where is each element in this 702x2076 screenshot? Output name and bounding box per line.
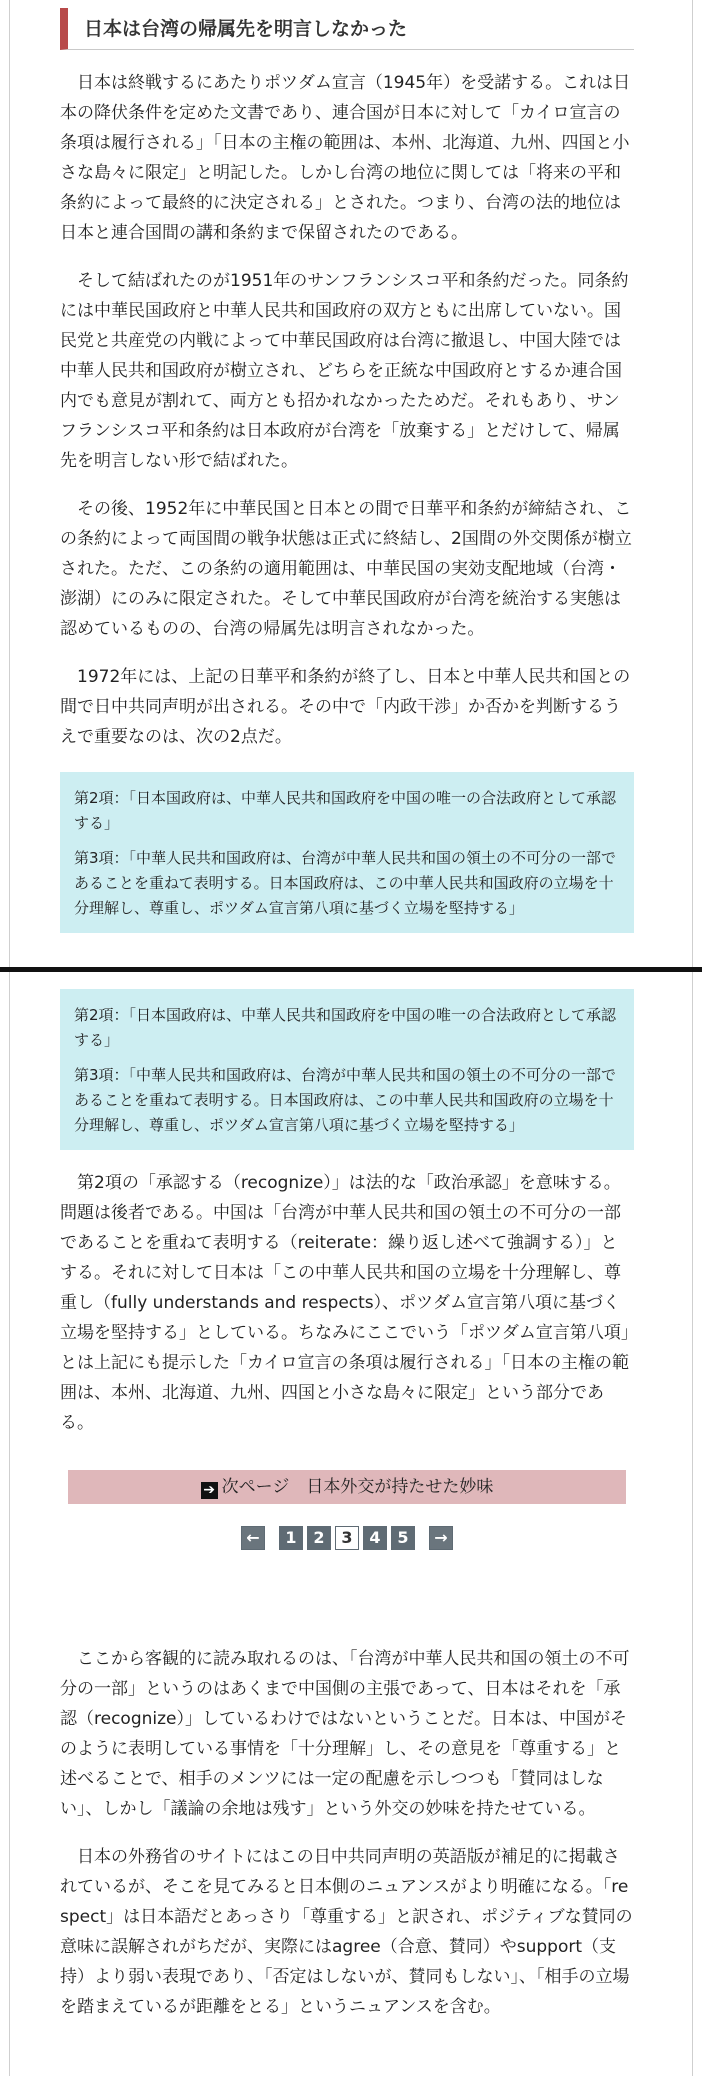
arrow-right-icon: ➔ — [201, 1482, 218, 1499]
next-page-link[interactable] — [68, 1470, 626, 1504]
left-border — [9, 972, 10, 1622]
left-border — [9, 1622, 10, 2076]
section-heading: 日本は台湾の帰属先を明言しなかった — [60, 8, 634, 50]
quote-box — [60, 772, 634, 933]
page-button-current[interactable]: 3 — [335, 1526, 359, 1550]
page-button-4[interactable]: 4 — [363, 1526, 387, 1550]
article-panel-2 — [0, 972, 702, 1622]
prev-page-button[interactable]: ← — [241, 1526, 265, 1550]
next-page-button[interactable]: → — [429, 1526, 453, 1550]
right-border — [692, 1622, 693, 2076]
pagination — [60, 1526, 634, 1550]
paragraph: 日本の外務省のサイトにはこの日中共同声明の英語版が補足的に掲載されているが、そこを見てみると日本側のニュアンスがより明確になる。「respect」は日本語だとあっさり「尊重する」と訳され、ポジティブな賛同の意味に誤解されがちだが、実際にはagree（合意、賛同）やsupport（支持）より弱い表現であり、「否定はしないが、賛同もしない」、「相手の立場を踏まえているが距離をとる」というニュアンスを含む。 — [60, 1847, 633, 2017]
quote-item: 第2項：「日本国政府は、中華人民共和国政府を中国の唯一の合法政府として承認する」 — [74, 1006, 617, 1049]
article-panel-1 — [0, 0, 702, 967]
paragraph: その後、1952年に中華民国と日本との間で日華平和条約が締結され、この条約によって両国間の戦争状態は正式に終結し、2国間の外交関係が樹立された。ただ、この条約の適用範囲は、中華民国の実効支配地域（台湾・澎湖）にのみに限定された。そして中華民国政府が台湾を統治する実態は認めているものの、台湾の帰属先は明言されなかった。 — [60, 499, 632, 639]
right-border — [692, 972, 693, 1622]
right-border — [692, 0, 693, 967]
quote-box — [60, 989, 634, 1150]
page-button-1[interactable]: 1 — [279, 1526, 303, 1550]
page-button-5[interactable]: 5 — [391, 1526, 415, 1550]
paragraph: ここから客観的に読み取れるのは、「台湾が中華人民共和国の領土の不可分の一部」というのはあくまで中国側の主張であって、日本はそれを「承認（recognize）」しているわけではないということだ。日本は、中国がそのように表明している事情を「十分理解」し、その意見を「尊重する」と述べることで、相手のメンツには一定の配慮を示しつつも「賛同はしない」、しかし「議論の余地は残す」という外交の妙味を持たせている。 — [60, 1649, 630, 1819]
left-border — [9, 0, 10, 967]
quote-item: 第3項：「中華人民共和国政府は、台湾が中華人民共和国の領土の不可分の一部であることを重ねて表明する。日本国政府は、この中華人民共和国政府の立場を十分理解し、尊重し、ポツダム宣言第八項に基づく立場を堅持する」 — [74, 1066, 617, 1134]
paragraph: 1972年には、上記の日華平和条約が終了し、日本と中華人民共和国との間で日中共同声明が出される。その中で「内政干渉」か否かを判断するうえで重要なのは、次の2点だ。 — [60, 667, 631, 747]
paragraph: 第2項の「承認する（recognize）」は法的な「政治承認」を意味する。問題は後者である。中国は「台湾が中華人民共和国の領土の不可分の一部であることを重ねて表明する（reiterate：繰り返し述べて強調する）」とする。それに対して日本は「この中華人民共和国の立場を十分理解し、尊重し（fully understands and respects）、ポツダム宣言第八項に基づく立場を堅持する」としている。ちなみにここでいう「ポツダム宣言第八項」とは上記にも提示した「カイロ宣言の条項は履行される」「日本の主権の範囲は、本州、北海道、九州、四国と小さな島々に限定」という部分である。 — [60, 1173, 630, 1433]
paragraph: そして結ばれたのが1951年のサンフランシスコ平和条約だった。同条約には中華民国政府と中華人民共和国政府の双方ともに出席していない。国民党と共産党の内戦によって中華民国政府は台湾に撤退し、中国大陸では中華人民共和国政府が樹立され、どちらを正統な中国政府とするか連合国内でも意見が割れて、両方とも招かれなかったためだ。それもあり、サンフランシスコ平和条約は日本政府が台湾を「放棄する」とだけして、帰属先を明言しない形で結ばれた。 — [60, 271, 629, 471]
quote-item: 第3項：「中華人民共和国政府は、台湾が中華人民共和国の領土の不可分の一部であることを重ねて表明する。日本国政府は、この中華人民共和国政府の立場を十分理解し、尊重し、ポツダム宣言第八項に基づく立場を堅持する」 — [74, 849, 617, 917]
quote-item: 第2項：「日本国政府は、中華人民共和国政府を中国の唯一の合法政府として承認する」 — [74, 789, 617, 832]
next-page-label: 次ページ 日本外交が持たせた妙味 — [221, 1477, 494, 1497]
page-button-2[interactable]: 2 — [307, 1526, 331, 1550]
paragraph: 日本は終戦するにあたりポツダム宣言（1945年）を受諾する。これは日本の降伏条件を定めた文書であり、連合国が日本に対して「カイロ宣言の条項は履行される」「日本の主権の範囲は、本州、北海道、九州、四国と小さな島々に限定」と明記した。しかし台湾の地位に関しては「将来の平和条約によって最終的に決定される」とされた。つまり、台湾の法的地位は日本と連合国間の講和条約まで保留されたのである。 — [60, 73, 631, 243]
article-panel-3 — [0, 1622, 702, 2076]
